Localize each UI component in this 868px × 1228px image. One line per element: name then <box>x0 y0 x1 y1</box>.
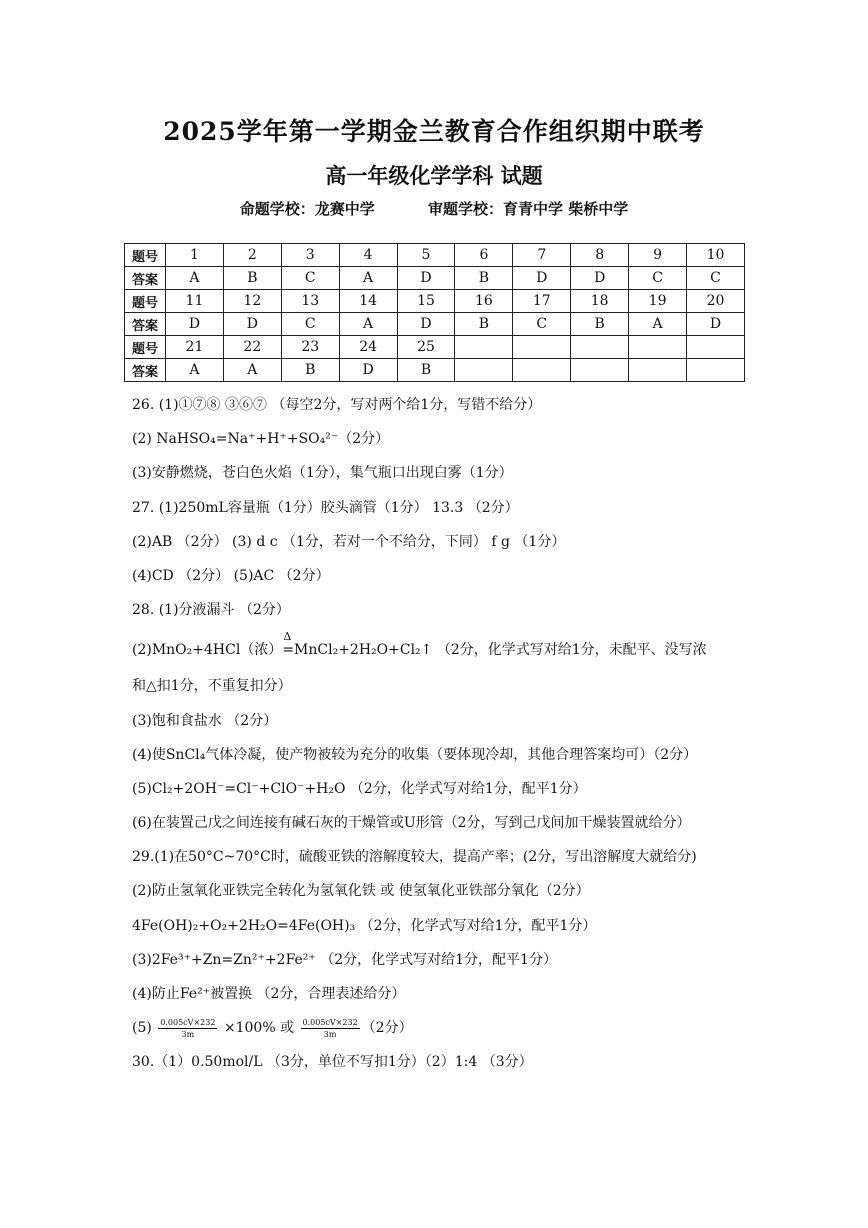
table-cell <box>513 336 571 359</box>
table-cell <box>455 359 513 382</box>
table-cell: 11 <box>166 290 224 313</box>
table-row-question <box>125 290 745 313</box>
equation-left: (2)MnO₂+4HCl（浓） <box>132 642 283 659</box>
table-cell: 10 <box>687 244 745 267</box>
table-cell: A <box>339 313 397 336</box>
fraction-numerator: 0.005cV×232 <box>302 1017 358 1027</box>
table-cell: 18 <box>571 290 629 313</box>
table-cell: B <box>455 267 513 290</box>
fraction-denominator: 3m <box>181 1029 195 1039</box>
table-cell: 8 <box>571 244 629 267</box>
answer-label: 答案 <box>125 267 166 290</box>
school-info <box>0 198 868 219</box>
table-cell: A <box>166 359 224 382</box>
answer-line-29-2: (2)防止氢氧化亚铁完全转化为氢氧化铁 或 使氢氧化亚铁部分氧化（2分） <box>132 883 590 900</box>
question-label: 题号 <box>125 336 166 359</box>
table-cell: B <box>397 359 455 382</box>
table-cell: D <box>571 267 629 290</box>
table-cell: D <box>223 313 281 336</box>
table-cell: D <box>339 359 397 382</box>
table-cell: 24 <box>339 336 397 359</box>
table-cell: 3 <box>281 244 339 267</box>
answer-line-30: 30.（1）0.50mol/L （3分，单位不写扣1分）（2）1:4 （3分） <box>132 1054 533 1071</box>
answer-line-26-1: 26. (1)①⑦⑧ ③⑥⑦ （每空2分，写对两个给1分，写错不给分） <box>132 397 542 413</box>
answer-line-28-3: (3)饱和食盐水 （2分） <box>132 712 278 729</box>
answer-line-29-4: (4)防止Fe²⁺被置换 （2分，合理表述给分） <box>132 986 406 1002</box>
table-cell: 23 <box>281 336 339 359</box>
table-row-question <box>125 336 745 359</box>
table-cell: 9 <box>629 244 687 267</box>
table-cell: C <box>687 267 745 290</box>
table-cell: C <box>513 313 571 336</box>
table-cell: 2 <box>223 244 281 267</box>
answer-line-28-2-cont: 和△扣1分，不重复扣分） <box>132 678 292 695</box>
table-cell <box>629 336 687 359</box>
table-row-question <box>125 244 745 267</box>
exam-title: 2025学年第一学期金兰教育合作组织期中联考 <box>163 117 705 146</box>
part-label: (5) <box>132 1020 157 1037</box>
table-cell <box>571 359 629 382</box>
percent-or: ×100% 或 <box>219 1020 299 1037</box>
table-cell: C <box>629 267 687 290</box>
answer-line-29-5 <box>132 1011 852 1045</box>
table-cell: B <box>281 359 339 382</box>
answer-line-28-1: 28. (1)分液漏斗 （2分） <box>132 602 290 619</box>
table-cell: 5 <box>397 244 455 267</box>
table-cell: 6 <box>455 244 513 267</box>
table-cell: D <box>397 313 455 336</box>
table-cell: 20 <box>687 290 745 313</box>
table-cell <box>513 359 571 382</box>
table-cell: C <box>281 267 339 290</box>
table-cell: 13 <box>281 290 339 313</box>
table-cell: 25 <box>397 336 455 359</box>
table-cell: 15 <box>397 290 455 313</box>
table-row-answer <box>125 313 745 336</box>
fraction-numerator: 0.005cV×232 <box>160 1017 216 1027</box>
question-label: 题号 <box>125 290 166 313</box>
table-cell <box>629 359 687 382</box>
table-cell: D <box>513 267 571 290</box>
equation-right: MnCl₂+2H₂O+Cl₂↑ （2分，化学式写对给1分，未配平、没写浓 <box>294 642 707 659</box>
answer-line-28-4: (4)使SnCl₄气体冷凝，使产物被较为充分的收集（要体现冷却，其他合理答案均可）（2分） <box>132 746 698 763</box>
table-cell: A <box>629 313 687 336</box>
answer-label: 答案 <box>125 359 166 382</box>
table-cell: 17 <box>513 290 571 313</box>
table-cell: 16 <box>455 290 513 313</box>
answer-line-27-2: (2)AB （2分） (3) d c （1分，若对一个不给分，下同） f g （1分） <box>132 533 566 550</box>
fraction-1 <box>158 1017 217 1040</box>
table-cell: 21 <box>166 336 224 359</box>
table-cell: B <box>223 267 281 290</box>
answer-line-27-1: 27. (1)250mL容量瓶（1分）胶头滴管（1分） 13.3 （2分） <box>132 499 519 516</box>
table-cell: 19 <box>629 290 687 313</box>
table-cell: B <box>455 313 513 336</box>
table-cell: D <box>166 313 224 336</box>
table-cell: D <box>687 313 745 336</box>
table-cell: 12 <box>223 290 281 313</box>
table-cell: 7 <box>513 244 571 267</box>
answer-line-26-3: (3)安静燃烧，苍白色火焰（1分），集气瓶口出现白雾（1分） <box>132 465 513 482</box>
table-cell: B <box>571 313 629 336</box>
answer-line-26-2: (2) NaHSO₄=Na⁺+H⁺+SO₄²⁻（2分） <box>132 431 390 448</box>
answer-line-28-2 <box>132 627 852 669</box>
answer-line-29-2-eq: 4Fe(OH)₂+O₂+2H₂O=4Fe(OH)₃ （2分，化学式写对给1分，配平1分） <box>132 917 597 934</box>
table-cell <box>455 336 513 359</box>
table-cell: A <box>223 359 281 382</box>
proposer-school: 命题学校：龙赛中学 <box>239 200 375 218</box>
table-cell: 4 <box>339 244 397 267</box>
fraction-2 <box>301 1017 360 1040</box>
question-label: 题号 <box>125 244 166 267</box>
answer-line-28-5: (5)Cl₂+2OH⁻=Cl⁻+ClO⁻+H₂O （2分，化学式写对给1分，配平1分） <box>132 780 587 797</box>
table-cell: A <box>166 267 224 290</box>
table-cell: 1 <box>166 244 224 267</box>
table-cell <box>687 336 745 359</box>
answer-key-body <box>132 388 852 1080</box>
answer-line-29-1: 29.(1)在50°C~70°C时，硫酸亚铁的溶解度较大，提高产率；(2分，写出溶解度大就给分) <box>132 849 697 866</box>
answer-line-28-6: (6)在装置己戊之间连接有碱石灰的干燥管或U形管（2分，写到己戊间加干燥装置就给分） <box>132 815 691 832</box>
score-note: （2分） <box>361 1020 413 1037</box>
table-cell: C <box>281 313 339 336</box>
fraction-denominator: 3m <box>323 1029 337 1039</box>
answer-line-29-3: (3)2Fe³⁺+Zn=Zn²⁺+2Fe²⁺ （2分，化学式写对给1分，配平1分） <box>132 951 557 968</box>
answer-line-27-4: (4)CD （2分） (5)AC （2分） <box>132 567 330 584</box>
table-cell <box>687 359 745 382</box>
table-cell: 22 <box>223 336 281 359</box>
table-row-answer <box>125 267 745 290</box>
table-cell <box>571 336 629 359</box>
heat-equals-sign: Δ = <box>282 627 294 673</box>
reviewer-school: 审题学校：育青中学 柴桥中学 <box>428 200 629 218</box>
answer-table <box>124 243 745 382</box>
exam-subtitle: 高一年级化学学科 试题 <box>325 163 543 188</box>
table-cell: A <box>339 267 397 290</box>
table-row-answer <box>125 359 745 382</box>
table-cell: D <box>397 267 455 290</box>
table-cell: 14 <box>339 290 397 313</box>
answer-label: 答案 <box>125 313 166 336</box>
